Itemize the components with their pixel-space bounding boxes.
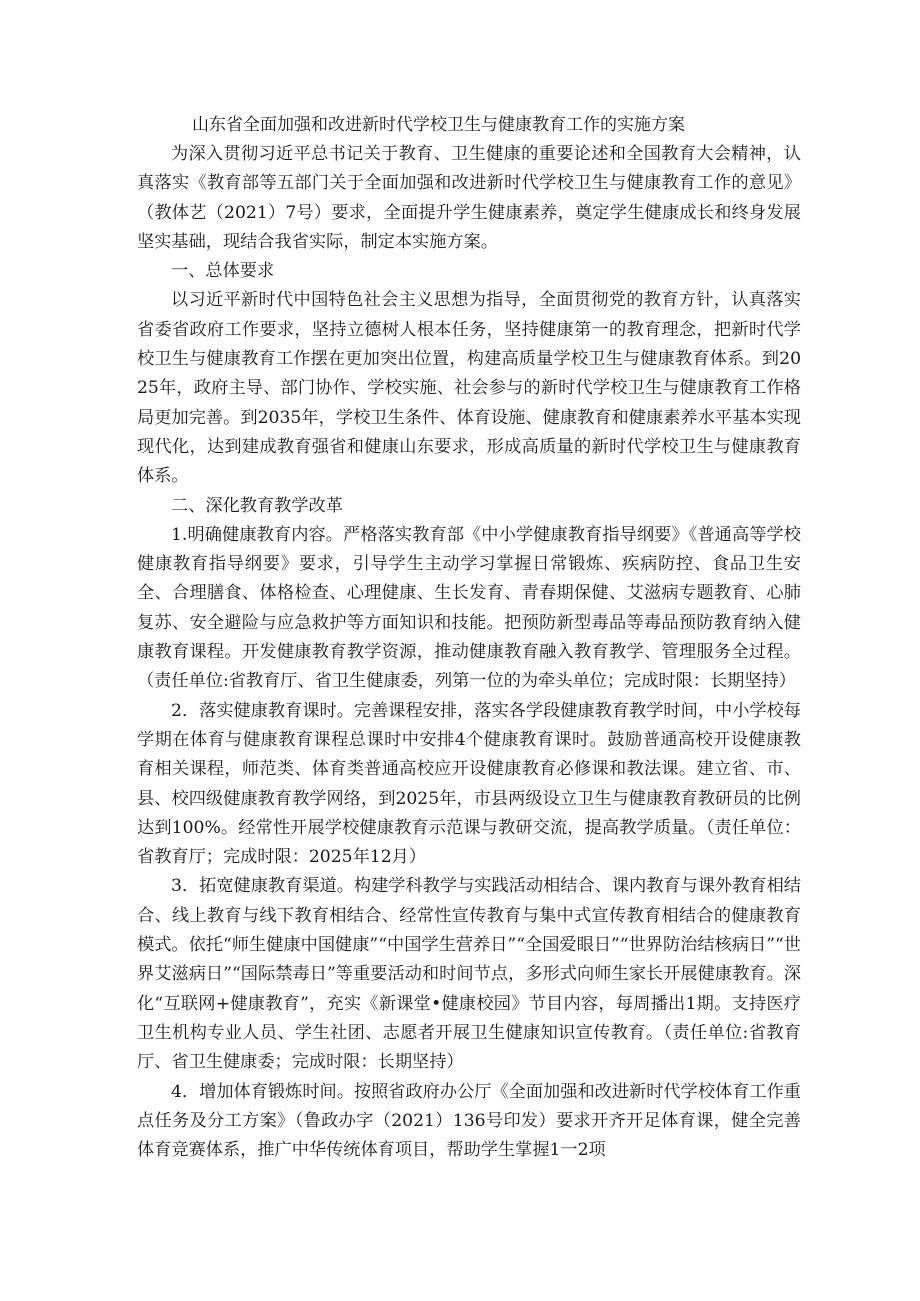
list-item-health-class-hours: 2．落实健康教育课时。完善课程安排，落实各学段健康教育教学时间，中小学校每学期在体育与健康教育课程总课时中安排4个健康教育课时。鼓励普通高校开设健康教育相关课程，师范类、体育类普通高校应开设健康教育必修课和教法课。建立省、市、县、校四级健康教育教学网络，到2025年，市县两级设立卫生与健康教育教研员的比例达到100%。经常性开展学校健康教育示范课与教研交流，提高教学质量。（责任单位：省教育厅；完成时限：2025年12月） [137,700,801,868]
section-heading-teaching-reform: 二、深化教育教学改革 [171,495,343,516]
section-paragraph-general-requirements: 以习近平新时代中国特色社会主义思想为指导，全面贯彻党的教育方针，认真落实省委省政府工作要求，坚持立德树人根本任务，坚持健康第一的教育理念，把新时代学校卫生与健康教育工作摆在更加突出位置，构建高质量学校卫生与健康教育体系。到2025年，政府主导、部门协作、学校实施、社会参与的新时代学校卫生与健康教育工作格局更加完善。到2035年，学校卫生条件、体育设施、健康教育和健康素养水平基本实现现代化，达到建成教育强省和健康山东要求，形成高质量的新时代学校卫生与健康教育体系。 [137,290,801,487]
list-item-exercise-time: 4．增加体育锻炼时间。按照省政府办公厅《全面加强和改进新时代学校体育工作重点任务及分工方案》（鲁政办字（2021）136号印发）要求开齐开足体育课，健全完善体育竞赛体系，推广中华传统体育项目，帮助学生掌握1一2项 [137,1081,801,1161]
document-title: 山东省全面加强和改进新时代学校卫生与健康教育工作的实施方案 [192,115,685,135]
intro-paragraph: 为深入贯彻习近平总书记关于教育、卫生健康的重要论述和全国教育大会精神，认真落实《教育部等五部门关于全面加强和改进新时代学校卫生与健康教育工作的意见》（教体艺（2021）7号）要求，全面提升学生健康素养，奠定学生健康成长和终身发展坚实基础，现结合我省实际，制定本实施方案。 [137,144,801,252]
list-item-health-content: 1.明确健康教育内容。严格落实教育部《中小学健康教育指导纲要》《普通高等学校健康教育指导纲要》要求，引导学生主动学习掌握日常锻炼、疾病防控、食品卫生安全、合理膳食、体格检查、心理健康、生长发育、青春期保健、艾滋病专题教育、心肺复苏、安全避险与应急救护等方面知识和技能。把预防新型毒品等毒品预防教育纳入健康教育课程。开发健康教育教学资源，推动健康教育融入教育教学、管理服务全过程。（责任单位:省教育厅、省卫生健康委，列第一位的为牵头单位；完成时限：长期坚持） [137,524,801,692]
section-heading-general-requirements: 一、总体要求 [171,261,275,282]
document-body [137,110,801,1165]
list-item-health-channels: 3．拓宽健康教育渠道。构建学科教学与实践活动相结合、课内教育与课外教育相结合、线上教育与线下教育相结合、经常性宣传教育与集中式宣传教育相结合的健康教育模式。依托“师生健康中国健康”“中国学生营养日”“全国爱眼日”“世界防治结核病日”“世界艾滋病日”“国际禁毒日”等重要活动和时间节点，多形式向师生家长开展健康教育。深化“互联网+健康教育”，充实《新课堂•健康校园》节目内容，每周播出1期。支持医疗卫生机构专业人员、学生社团、志愿者开展卫生健康知识宣传教育。（责任单位:省教育厅、省卫生健康委；完成时限：长期坚持） [137,876,801,1073]
